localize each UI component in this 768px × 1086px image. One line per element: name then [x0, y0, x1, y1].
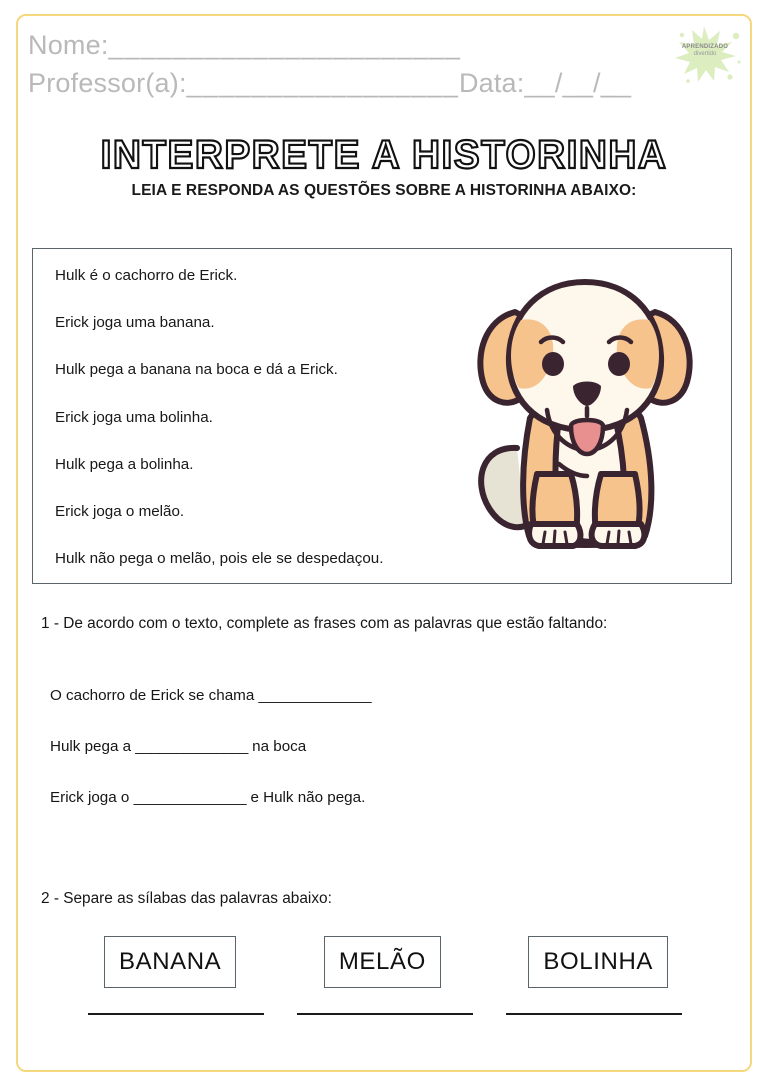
word-box-label: MELÃO [338, 948, 426, 975]
syllable-word-row [104, 936, 668, 988]
fill-in-row[interactable] [50, 790, 690, 805]
teacher-blank-line[interactable]: _________________ [186, 68, 459, 98]
word-box-label: BOLINHA [543, 948, 653, 975]
fill-in-after: e Hulk não pega. [246, 789, 366, 807]
word-box-label: BANANA [119, 948, 222, 975]
question-2-prompt: 2 - Separe as sílabas das palavras abaixo: [41, 890, 332, 907]
word-box [104, 936, 236, 988]
teacher-date-row[interactable] [28, 64, 740, 102]
story-text [55, 268, 475, 566]
word-box [324, 936, 441, 988]
question-1-answers [50, 688, 690, 842]
date-field[interactable]: Data:__/__/__ [458, 68, 632, 98]
story-line: Hulk pega a bolinha. [55, 455, 194, 473]
logo-line-2: divertido [693, 50, 717, 57]
dog-illustration [455, 268, 717, 568]
fill-in-before: O cachorro de Erick se chama [50, 687, 259, 704]
fill-in-blank[interactable]: ______________ [135, 738, 248, 756]
story-line: Erick joga o melão. [55, 503, 185, 521]
answer-line[interactable] [297, 1012, 473, 1015]
story-line: Erick joga uma banana. [55, 314, 215, 332]
teacher-label: Professor(a): [28, 68, 187, 98]
logo-wordmark [666, 44, 744, 58]
page-title: INTERPRETE A HISTORINHA [100, 133, 668, 177]
story-line: Hulk é o cachorro de Erick. [55, 267, 238, 284]
name-field-row[interactable] [28, 26, 740, 64]
question-1-prompt: 1 - De acordo com o texto, complete as frases com as palavras que estão faltando: [41, 615, 608, 632]
story-line: Hulk pega a banana na boca e dá a Erick. [55, 361, 338, 379]
brand-logo [666, 18, 744, 88]
syllable-answer-row [88, 1012, 682, 1015]
page-subtitle: LEIA E RESPONDA AS QUESTÕES SOBRE A HISTORINHA ABAIXO: [131, 182, 637, 199]
answer-line[interactable] [506, 1012, 682, 1015]
fill-in-before: Erick joga o [50, 789, 134, 807]
fill-in-blank[interactable]: ______________ [258, 687, 372, 704]
fill-in-row[interactable] [50, 739, 690, 754]
story-line: Erick joga uma bolinha. [55, 408, 213, 426]
name-blank-line[interactable]: ______________________ [108, 30, 461, 60]
fill-in-row[interactable] [50, 688, 690, 703]
student-info-header [28, 26, 740, 102]
fill-in-after: na boca [247, 738, 307, 756]
fill-in-blank[interactable]: ______________ [133, 789, 247, 807]
answer-line[interactable] [88, 1012, 264, 1015]
name-label: Nome: [28, 30, 109, 60]
word-box [528, 936, 668, 988]
fill-in-before: Hulk pega a [50, 738, 136, 756]
story-line: Hulk não pega o melão, pois ele se despedaçou. [55, 550, 384, 568]
logo-line-1: APRENDIZADO [681, 44, 729, 50]
